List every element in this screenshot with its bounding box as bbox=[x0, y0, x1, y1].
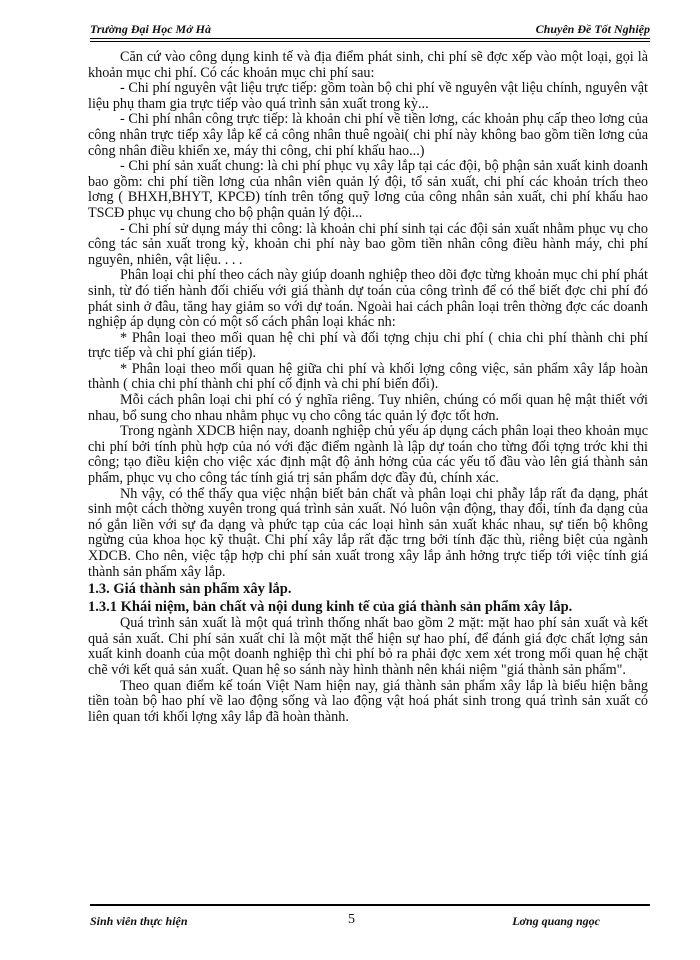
footer-author: Lơng quang ngọc bbox=[512, 914, 600, 928]
paragraph: Trong ngành XDCB hiện nay, doanh nghiệp chủ yếu áp dụng cách phân loại theo khoản mục chi phí bởi tính phù hợp của nó với đặc điểm ngành là lập dự toán cho từng đối tợng trớc khi thi công; tạo điều kiện cho việc xác định mật độ ảnh hởng của các yếu tố đầu vào lên giá thành sản phẩm, phục vụ cho công tác tính giá trị sản phẩm dợc đầy đủ, chính xác. bbox=[88, 423, 648, 487]
paragraph: * Phân loại theo mối quan hệ chi phí và đối tợng chịu chi phí ( chia chi phí thành chi phí trực tiếp và chi phí gián tiếp). bbox=[88, 329, 648, 362]
paragraph: - Chi phí sản xuất chung: là chi phí phục vụ xây lắp tại các đội, bộ phận sản xuất kinh doanh bao gồm: chi phí tiền lơng của nhân viên quản lý đội, tổ sản xuất, chi phí các khoản trích theo lơng ( BHXH,BHYT, KPCĐ) tính trên tổng quỹ lơng của công nhân sản xuất, chi phí khấu hao TSCĐ phục vụ chung cho bộ phận quản lý đội... bbox=[88, 158, 648, 221]
section-heading: 1.3. Giá thành sản phẩm xây lắp. bbox=[88, 581, 292, 598]
subsection-heading: 1.3.1 Khái niệm, bản chất và nội dung kinh tế của giá thành sản phẩm xây lắp. bbox=[88, 599, 573, 616]
paragraph: Căn cứ vào công dụng kinh tế và địa điểm phát sinh, chi phí sẽ đợc xếp vào một loại, gọi là khoản mục chi phí. Có các khoản mục chi phí sau: bbox=[88, 50, 648, 81]
header-school: Trường Đại Học Mở Hà bbox=[90, 22, 211, 36]
paragraph: Mỗi cách phân loại chi phí có ý nghĩa riêng. Tuy nhiên, chúng có mối quan hệ mật thiết với nhau, bổ sung cho nhau nhằm phục vụ cho công tác quản lý đợc tốt hơn. bbox=[88, 392, 648, 424]
paragraph: Nh vậy, có thể thấy qua việc nhận biết bản chất và phân loại chi phẫy lắp rất đa dạng, phát sinh một cách thờng xuyên trong quá trình sản xuất. Nó luôn vận động, thay đổi, tính đa dạng của nó gắn liền với sự đa dạng và phức tạp của các loại hình sản xuất khác nhau, sự tiến bộ không ngừng của khoa học kỹ thuật. Chi phí xây lắp rất đặc trng bởi tính đặc thù, riêng biệt của ngành XDCB. Cho nên, việc tập hợp chi phí sản xuất trong xây lắp ảnh hởng trực tiếp tới việc tính giá thành sản phẩm xây lắp. bbox=[88, 485, 648, 580]
document-body bbox=[88, 50, 648, 860]
paragraph: Theo quan điểm kế toán Việt Nam hiện nay, giá thành sản phẩm xây lắp là biểu hiện bằng tiền toàn bộ hao phí về lao động sống và lao động vật hoá phát sinh trong quá trình sản xuất có liên quan tới khối lợng xây lắp đã hoàn thành. bbox=[88, 677, 648, 725]
paragraph: Phân loại chi phí theo cách này giúp doanh nghiệp theo dõi đợc từng khoản mục chi phí phát sinh, từ đó tiến hành đối chiếu với giá thành dự toán của công trình để có thể biết đợc chi phí đó phát sinh ở đâu, tăng hay giảm so với dự toán. Ngoài hai cách phân loại trên thờng đợc các doanh nghiệp áp dụng còn có một số cách phân loại khác nh: bbox=[88, 267, 648, 331]
header-report-type: Chuyên Đề Tốt Nghiệp bbox=[535, 22, 650, 36]
paragraph: - Chi phí nhân công trực tiếp: là khoản chi phí về tiền lơng, các khoản phụ cấp theo lơng của công nhân trực tiếp xây lắp kể cả công nhân thuê ngoài( chi phí này không bao gồm tiền lơng của công nhân điều khiển xe, máy thi công, chi phí khấu hao...) bbox=[88, 111, 648, 159]
page-number: 5 bbox=[348, 912, 355, 927]
paragraph: - Chi phí sử dụng máy thi công: là khoản chi phí sinh tại các đội sản xuất nhằm phục vụ cho công tác sản xuất trong kỳ, khoản chi phí này bao gồm tiền nhân công điều hành máy, chi phí nguyên, nhiên, vật liệu. . . . bbox=[88, 220, 648, 268]
footer-student-label: Sinh viên thực hiện bbox=[90, 914, 188, 928]
footer-rule bbox=[90, 904, 650, 906]
paragraph: - Chi phí nguyên vật liệu trực tiếp: gồm toàn bộ chi phí về nguyên vật liệu chính, nguyên vật liệu phụ tham gia trực tiếp vào quá trình sản xuất trong kỳ... bbox=[88, 80, 648, 112]
paragraph: * Phân loại theo mối quan hệ giữa chi phí và khối lợng công việc, sản phẩm xây lắp hoàn thành ( chia chi phí thành chi phí cố định và chi phí biến đổi). bbox=[88, 360, 648, 393]
header-rule bbox=[90, 38, 650, 42]
page-header bbox=[90, 20, 650, 42]
paragraph: Quá trình sản xuất là một quá trình thống nhất bao gồm 2 mặt: mặt hao phí sản xuất và kết quả sản xuất. Chi phí sản xuất chỉ là một mặt thể hiện sự hao phí, để đánh giá đợc chất lợng sản xuất kinh doanh của một doanh nghiệp thì chi phí bỏ ra phải đợc xem xét trong mối quan hệ chặt chẽ với kết quả sản xuất. Quan hệ so sánh này hình thành nên khái niệm "giá thành sản phẩm". bbox=[88, 615, 648, 678]
page-footer bbox=[90, 904, 650, 934]
